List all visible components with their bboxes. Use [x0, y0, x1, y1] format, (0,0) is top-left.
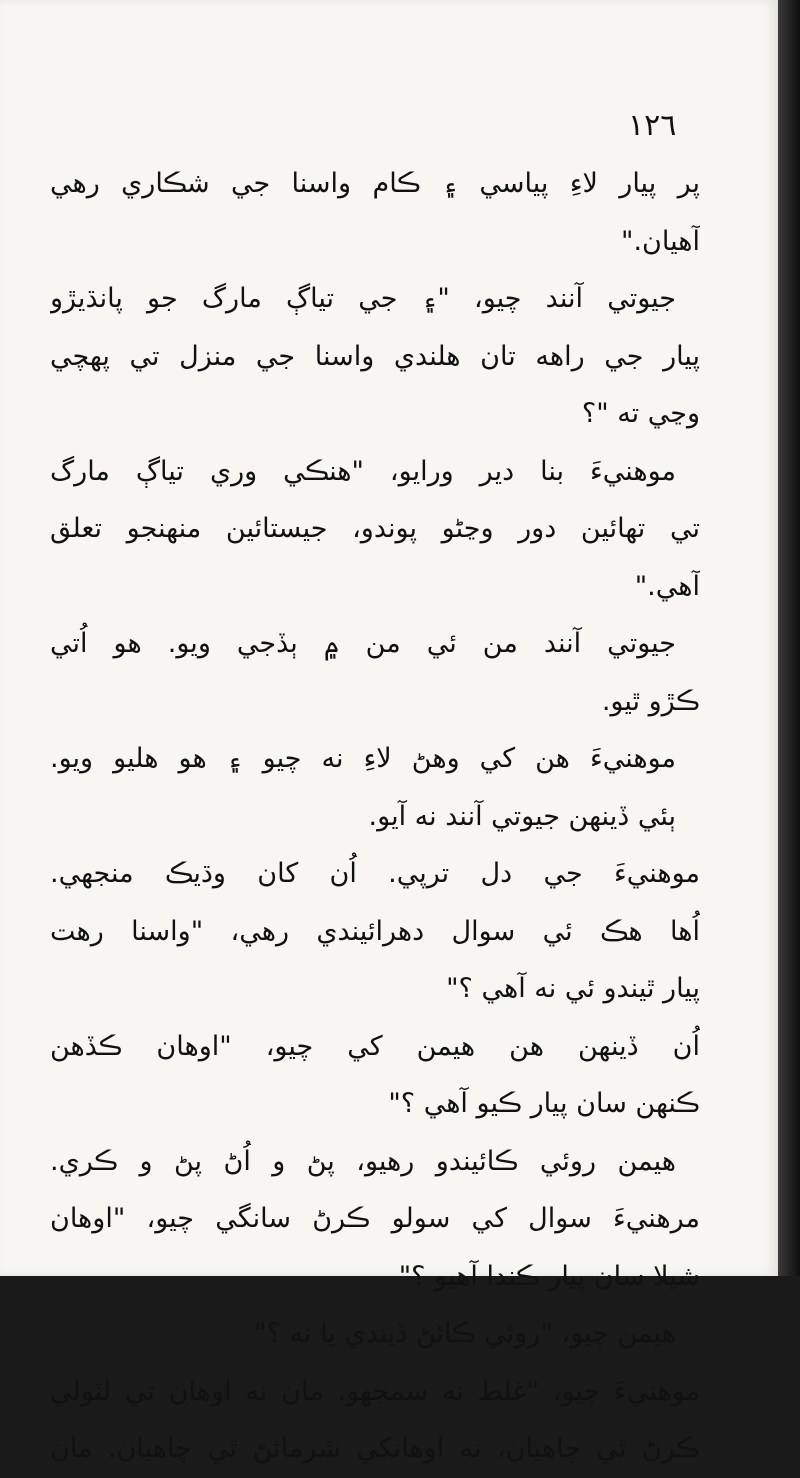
text-line: شيلا سان پيار ڪندا آهيو ؟" — [398, 1260, 700, 1292]
text-line: جيوتي آنند من ئي من ۾ ٻڏجي ويو. هو اُتي — [50, 628, 676, 659]
text-line: ڪرڻ ٿي چاهيان، نه اوهانکي شرمائڻ ٿي چاهيان. مان — [50, 1433, 700, 1464]
text-line: وڃي ته "؟ — [581, 398, 700, 429]
text-line: ٻئي ڏينهن جيوتي آنند نه آيو. — [368, 800, 676, 832]
page-text — [50, 155, 700, 1478]
page-number: ١٢٦ — [628, 108, 677, 143]
text-line: تي تهائين دور وڃڻو پوندو، جيستائين منهنجو تعلق — [50, 513, 700, 544]
text-line: اُها هڪ ئي سوال دهرائيندي رهي، "واسنا رهت — [50, 915, 700, 947]
text-line: جيوتي آنند چيو، "۽ جي تياڳ مارگ جو پانڌيڙو — [50, 283, 676, 314]
text-line: آهيان." — [621, 225, 700, 257]
text-line: ڪنهن سان پيار ڪيو آهي ؟" — [388, 1088, 700, 1119]
text-line: موهنيءَ جي دل ترپي. اُن کان وڌيڪ منجهي. — [50, 858, 700, 889]
text-line: هيمن چيو، "روئي ڪائڻ ڏيندي يا نه ؟" — [254, 1318, 676, 1349]
text-line: موهنيءَ هن کي وهڻ لاءِ نه چيو ۽ هو هليو ويو. — [50, 743, 676, 774]
text-line: ڪڙو ٿيو. — [601, 685, 700, 717]
text-line: آهي." — [634, 570, 700, 602]
text-line: موهنيءَ بنا دير ورايو، "هنڪي وري تياڳ مارگ — [50, 455, 676, 487]
text-line: موهنيءَ چيو، "غلط نه سمجهو. مان نه اوهان تي لٽولي — [50, 1375, 700, 1407]
text-line: پيار ٿيندو ئي نه آهي ؟" — [446, 973, 700, 1004]
text-line: مرهنيءَ سوال کي سولو ڪرڻ سانگي چيو، "اوهان — [50, 1203, 700, 1234]
text-line: اُن ڏينهن هن هيمن کي چيو، "اوهان ڪڏهن — [50, 1030, 700, 1062]
text-line: پر پيار لاءِ پياسي ۽ ڪام واسنا جي شڪاري رهي — [50, 168, 700, 199]
page-edge-shadow — [778, 0, 800, 1276]
text-line: پيار جي راهه تان هلندي واسنا جي منزل تي پهچي — [50, 340, 700, 372]
text-line: هيمن روئي ڪائيندو رهيو، پڻ و اُڻ پڻ و ڪري. — [50, 1145, 676, 1177]
